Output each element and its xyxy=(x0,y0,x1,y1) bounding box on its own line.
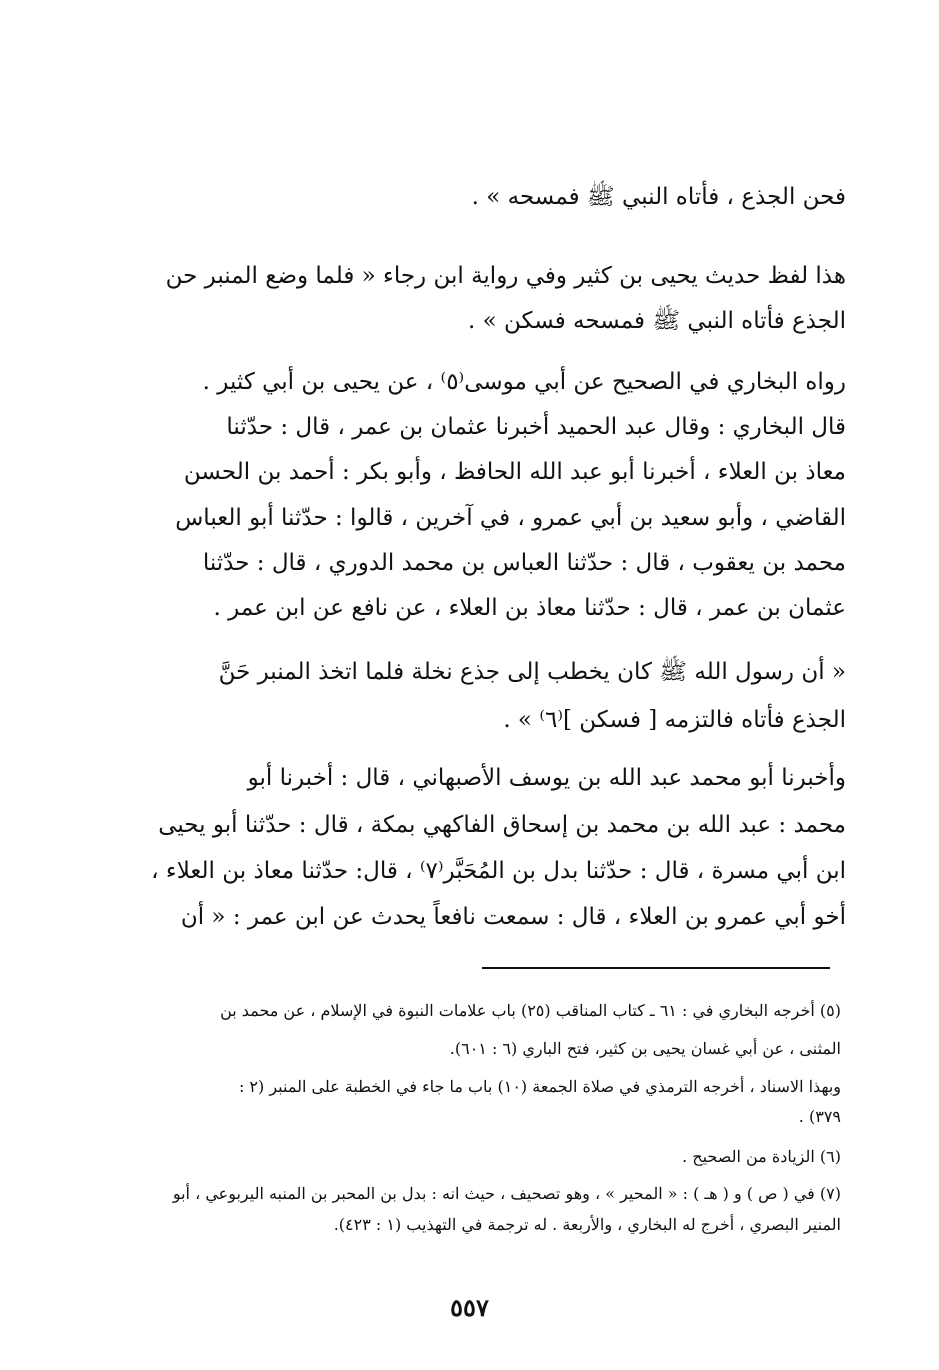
footnote-separator xyxy=(482,967,830,969)
body-line: القاضي ، وأبو سعيد بن أبي عمرو ، في آخرين ، قالوا : حدّثنا أبو العباس xyxy=(175,505,846,531)
footnote-line: ٣٧٩) . xyxy=(798,1107,841,1126)
footnote-line: المنير البصري ، أخرج له البخاري ، والأربعة . له ترجمة في التهذيب (١ : ٤٢٣). xyxy=(333,1215,841,1234)
body-line: « أن رسول الله ﷺ كان يخطب إلى جذع نخلة فلما اتخذ المنبر حَنَّ xyxy=(218,659,846,685)
body-line: وأخبرنا أبو محمد عبد الله بن يوسف الأصبهاني ، قال : أخبرنا أبو xyxy=(247,765,846,791)
body-line: رواه البخاري في الصحيح عن أبي موسى⁽٥⁾ ، عن يحيى بن أبي كثير . xyxy=(202,369,846,395)
footnote-line: المثنى ، عن أبي غسان يحيى بن كثير، فتح الباري (٦ : ٦٠١). xyxy=(449,1039,841,1058)
body-line: معاذ بن العلاء ، أخبرنا أبو عبد الله الحافظ ، وأبو بكر : أحمد بن الحسن xyxy=(183,459,846,485)
body-line: قال البخاري : وقال عبد الحميد أخبرنا عثمان بن عمر ، قال : حدّثنا xyxy=(226,414,846,440)
footnote-line: (٥) أخرجه البخاري في : ٦١ ـ كتاب المناقب (٢٥) باب علامات النبوة في الإسلام ، عن محمد بن xyxy=(220,1001,841,1020)
footnote-line: وبهذا الاسناد ، أخرجه الترمذي في صلاة الجمعة (١٠) باب ما جاء في الخطبة على المنبر (٢ : xyxy=(238,1077,841,1096)
body-line: عثمان بن عمر ، قال : حدّثنا معاذ بن العلاء ، عن نافع عن ابن عمر . xyxy=(213,595,846,621)
footnote-line: (٧) في ( ص ) و ( هـ ) : « المحير » ، وهو تصحيف ، حيث انه : بدل بن المحبر بن المنبه اليربوعي ، أبو xyxy=(172,1184,841,1203)
body-line: الجذع فأتاه فالتزمه [ فسكن ]⁽٦⁾ » . xyxy=(503,707,846,733)
body-line: ابن أبي مسرة ، قال : حدّثنا بدل بن المُحَبَّر⁽٧⁾ ، قال: حدّثنا معاذ بن العلاء ، xyxy=(151,858,846,884)
body-line: محمد بن يعقوب ، قال : حدّثنا العباس بن محمد الدوري ، قال : حدّثنا xyxy=(202,550,846,576)
body-line: فحن الجذع ، فأتاه النبي ﷺ فمسحه » . xyxy=(471,184,846,210)
body-line: هذا لفظ حديث يحيى بن كثير وفي رواية ابن رجاء « فلما وضع المنبر حن xyxy=(165,263,846,289)
body-line: محمد : عبد الله بن محمد بن إسحاق الفاكهي بمكة ، قال : حدّثنا أبو يحيى xyxy=(158,812,846,838)
footnote-line: (٦) الزيادة من الصحيح . xyxy=(682,1147,841,1166)
body-line: أخو أبي عمرو بن العلاء ، قال : سمعت نافعاً يحدث عن ابن عمر : « أن xyxy=(180,904,846,930)
page-number: ٥٥٧ xyxy=(450,1293,489,1322)
body-line: الجذع فأتاه النبي ﷺ فمسحه فسكن » . xyxy=(467,308,846,334)
